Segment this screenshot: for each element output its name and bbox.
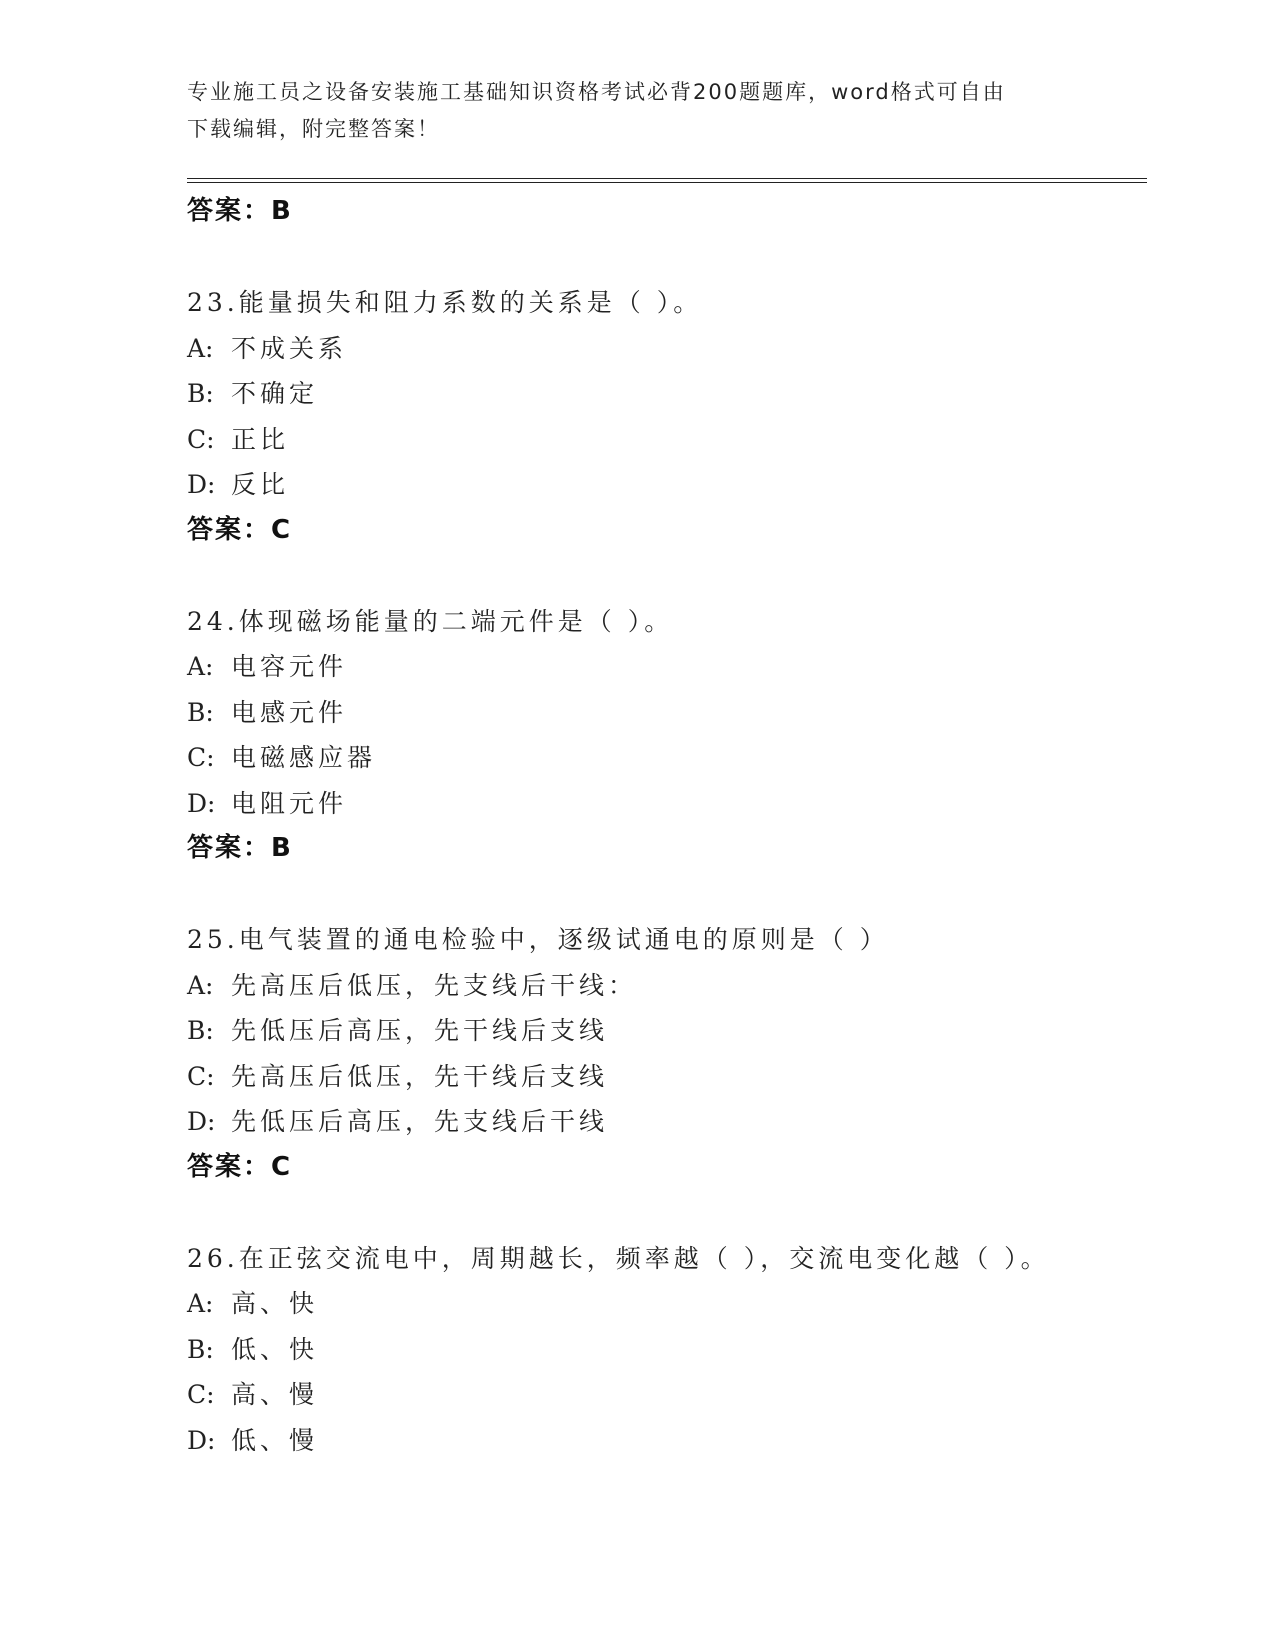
option-key: B:	[187, 1334, 214, 1364]
question-list	[187, 189, 1147, 1463]
header-divider	[187, 178, 1147, 183]
option-c	[187, 1372, 1147, 1418]
option-text: 低、慢	[231, 1425, 319, 1455]
option-text: 先高压后低压，先支线后干线：	[231, 970, 638, 1000]
spacer	[187, 872, 1147, 918]
answer-line: 答案：C	[187, 1151, 293, 1182]
option-text: 不成关系	[231, 333, 348, 363]
option-key: C:	[187, 424, 215, 454]
option-text: 电容元件	[231, 652, 348, 681]
spacer	[187, 235, 1147, 281]
option-key: D:	[187, 1107, 216, 1136]
option-b	[187, 1327, 1147, 1373]
option-text: 电磁感应器	[231, 743, 377, 772]
question-text: 24.体现磁场能量的二端元件是（ ）。	[187, 606, 674, 636]
option-key: B:	[187, 697, 214, 727]
question-text: 26.在正弦交流电中，周期越长，频率越（ ），交流电变化越（ ）。	[187, 1243, 1050, 1273]
option-text: 反比	[231, 470, 290, 499]
option-key: A:	[187, 970, 214, 1000]
option-c	[187, 417, 1147, 463]
option-a	[187, 1281, 1147, 1327]
option-text: 电感元件	[231, 697, 348, 727]
option-key: D:	[187, 788, 216, 818]
option-a	[187, 326, 1147, 372]
option-d	[187, 1418, 1147, 1464]
option-key: B:	[187, 379, 214, 408]
answer-line: 答案：C	[187, 514, 293, 545]
option-a	[187, 963, 1147, 1009]
option-d	[187, 781, 1147, 827]
question-block	[187, 599, 1147, 872]
option-b	[187, 1008, 1147, 1054]
option-key: D:	[187, 1425, 216, 1455]
spacer	[187, 1190, 1147, 1236]
option-b	[187, 690, 1147, 736]
option-c	[187, 1054, 1147, 1100]
question-text: 23.能量损失和阻力系数的关系是（ ）。	[187, 288, 703, 317]
question-text: 25.电气装置的通电检验中，逐级试通电的原则是（ ）	[187, 925, 889, 954]
option-key: A:	[187, 1289, 214, 1318]
option-text: 电阻元件	[231, 788, 348, 818]
option-text: 低、快	[231, 1334, 319, 1364]
question-block	[187, 280, 1147, 553]
question-block	[187, 917, 1147, 1190]
option-text: 不确定	[231, 379, 319, 408]
option-c	[187, 735, 1147, 781]
option-text: 先低压后高压，先支线后干线	[231, 1107, 609, 1136]
option-text: 高、快	[231, 1289, 319, 1318]
option-key: C:	[187, 743, 215, 772]
option-key: C:	[187, 1380, 215, 1409]
option-key: D:	[187, 470, 216, 499]
option-b	[187, 371, 1147, 417]
spacer	[187, 553, 1147, 599]
document-header	[187, 74, 1067, 148]
option-text: 先低压后高压，先干线后支线	[231, 1016, 609, 1045]
option-key: B:	[187, 1016, 214, 1045]
option-a	[187, 644, 1147, 690]
header-line-2: 下载编辑，附完整答案！	[187, 117, 440, 141]
document-page	[187, 0, 1147, 1650]
previous-answer: 答案：B	[187, 196, 293, 226]
header-line-1: 专业施工员之设备安装施工基础知识资格考试必背200题题库，word格式可自由	[187, 80, 1006, 104]
answer-line: 答案：B	[187, 833, 293, 863]
option-key: C:	[187, 1061, 215, 1091]
option-d	[187, 1099, 1147, 1145]
option-key: A:	[187, 652, 214, 681]
option-text: 正比	[231, 424, 290, 454]
option-d	[187, 462, 1147, 508]
option-key: A:	[187, 333, 214, 363]
option-text: 高、慢	[231, 1380, 319, 1409]
option-text: 先高压后低压，先干线后支线	[231, 1061, 609, 1091]
question-block	[187, 1236, 1147, 1464]
